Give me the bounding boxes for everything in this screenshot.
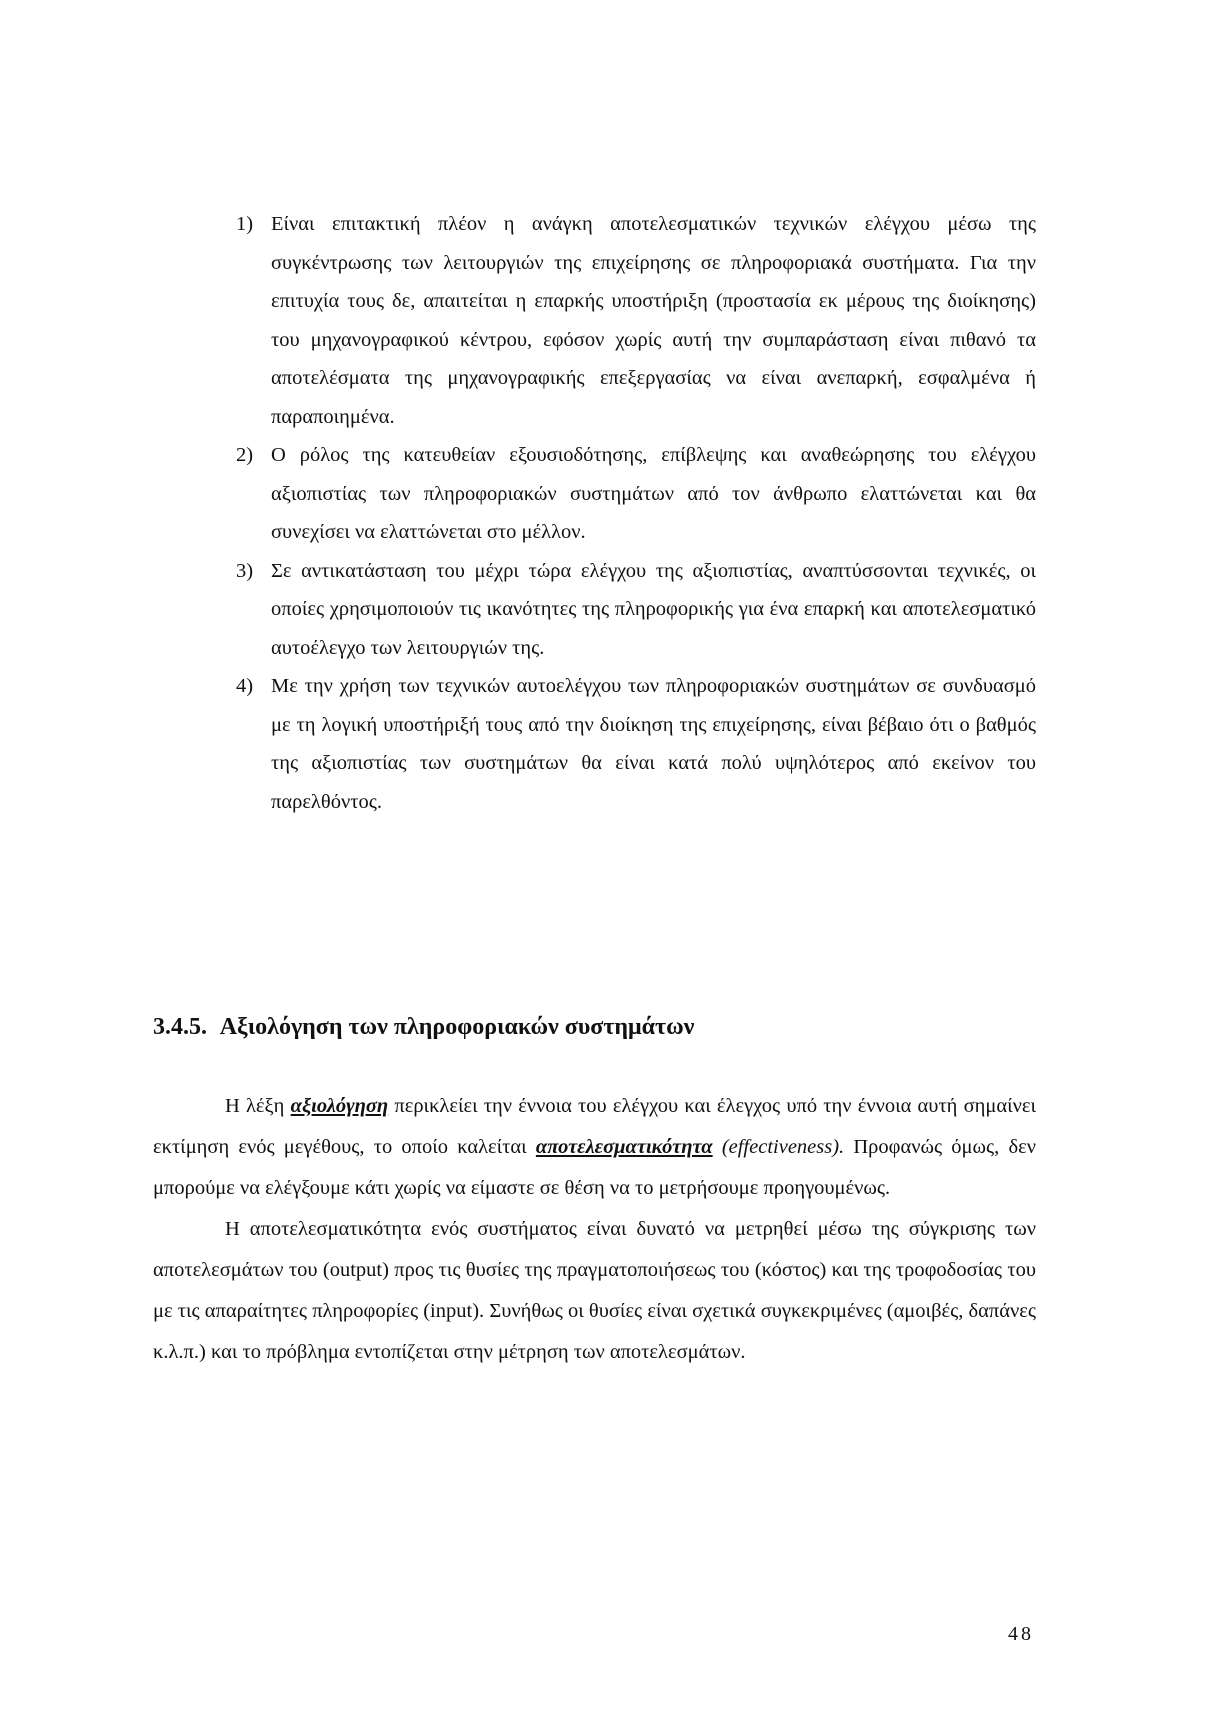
list-item xyxy=(236,205,1036,436)
list-item xyxy=(236,436,1036,552)
paragraph-text: Η λέξη xyxy=(225,1095,291,1117)
list-item-number: 2) xyxy=(236,444,254,466)
emphasized-term: αποτελεσματικότητα xyxy=(535,1136,713,1158)
paragraph-text xyxy=(713,1136,722,1158)
section-number: 3.4.5. xyxy=(153,1014,207,1040)
page-number: 48 xyxy=(1008,1623,1034,1645)
list-item-number: 4) xyxy=(236,675,254,697)
list-item-number: 3) xyxy=(236,559,254,582)
paragraph-text: Προφανώς όμως, δεν μπορούμε να ελέγξουμε κάτι χωρίς να είμαστε σε θέση να το μετρήσουμε προηγουμένως. xyxy=(153,1136,1037,1199)
numbered-list xyxy=(236,205,1036,821)
paragraph xyxy=(153,1086,1036,1209)
paragraph: Η αποτελεσματικότητα ενός συστήματος είναι δυνατό να μετρηθεί μέσω της σύγκρισης των αποτελεσμάτων του (output) προς τις θυσίες της πραγματοποιήσεως του (κόστος) και της τροφοδοσίας του με τις απαραίτητες πληροφορίες (input). Συνήθως οι θυσίες είναι σχετικά συγκεκριμένες (αμοιβές, δαπάνες κ.λ.π.) και το πρόβλημα εντοπίζεται στην μέτρηση των αποτελεσμάτων. xyxy=(153,1218,1036,1363)
emphasized-term: αξιολόγηση xyxy=(290,1095,389,1117)
list-item-text: Με την χρήση των τεχνικών αυτοελέγχου των πληροφοριακών συστημάτων σε συνδυασμό με τη λογική υποστήριξή τους από την διοίκηση της επιχείρησης, είναι βέβαιο ότι ο βαθμός της αξιοπιστίας των συστημάτων θα είναι κατά πολύ υψηλότερος από εκείνον του παρελθόντος. xyxy=(271,675,1036,813)
english-term: (effectiveness). xyxy=(721,1136,845,1158)
section-body xyxy=(153,1086,1036,1373)
list-item xyxy=(236,552,1036,668)
list-item-text: Σε αντικατάσταση του μέχρι τώρα ελέγχου της αξιοπιστίας, αναπτύσσονται τεχνικές, οι οποίες χρησιμοποιούν τις ικανότητες της πληροφορικής για ένα επαρκή και αποτελεσματικό αυτοέλεγχο των λειτουργιών της. xyxy=(271,559,1036,659)
section-heading xyxy=(153,1007,1053,1047)
list-item-number: 1) xyxy=(236,213,254,235)
list-item-text: Ο ρόλος της κατευθείαν εξουσιοδότησης, επίβλεψης και αναθεώρησης του ελέγχου αξιοπιστίας των πληροφοριακών συστημάτων από τον άνθρωπο ελαττώνεται και θα συνεχίσει να ελαττώνεται στο μέλλον. xyxy=(271,444,1036,543)
section-title: Αξιολόγηση των πληροφοριακών συστημάτων xyxy=(219,1014,695,1040)
list-item-text: Είναι επιτακτική πλέον η ανάγκη αποτελεσματικών τεχνικών ελέγχου μέσω της συγκέντρωσης των λειτουργιών της επιχείρησης σε πληροφοριακά συστήματα. Για την επιτυχία τους δε, απαιτείται η επαρκής υποστήριξη (προστασία εκ μέρους της διοίκησης) του μηχανογραφικού κέντρου, εφόσον χωρίς αυτή την συμπαράσταση είναι πιθανό τα αποτελέσματα της μηχανογραφικής επεξεργασίας να είναι ανεπαρκή, εσφαλμένα ή παραποιημένα. xyxy=(271,213,1036,428)
paragraph-text: περικλείει την έννοια του ελέγχου και έλεγχος υπό την έννοια αυτή σημαίνει εκτίμηση ενός μεγέθους, το οποίο καλείται xyxy=(153,1095,1037,1158)
list-item xyxy=(236,667,1036,821)
